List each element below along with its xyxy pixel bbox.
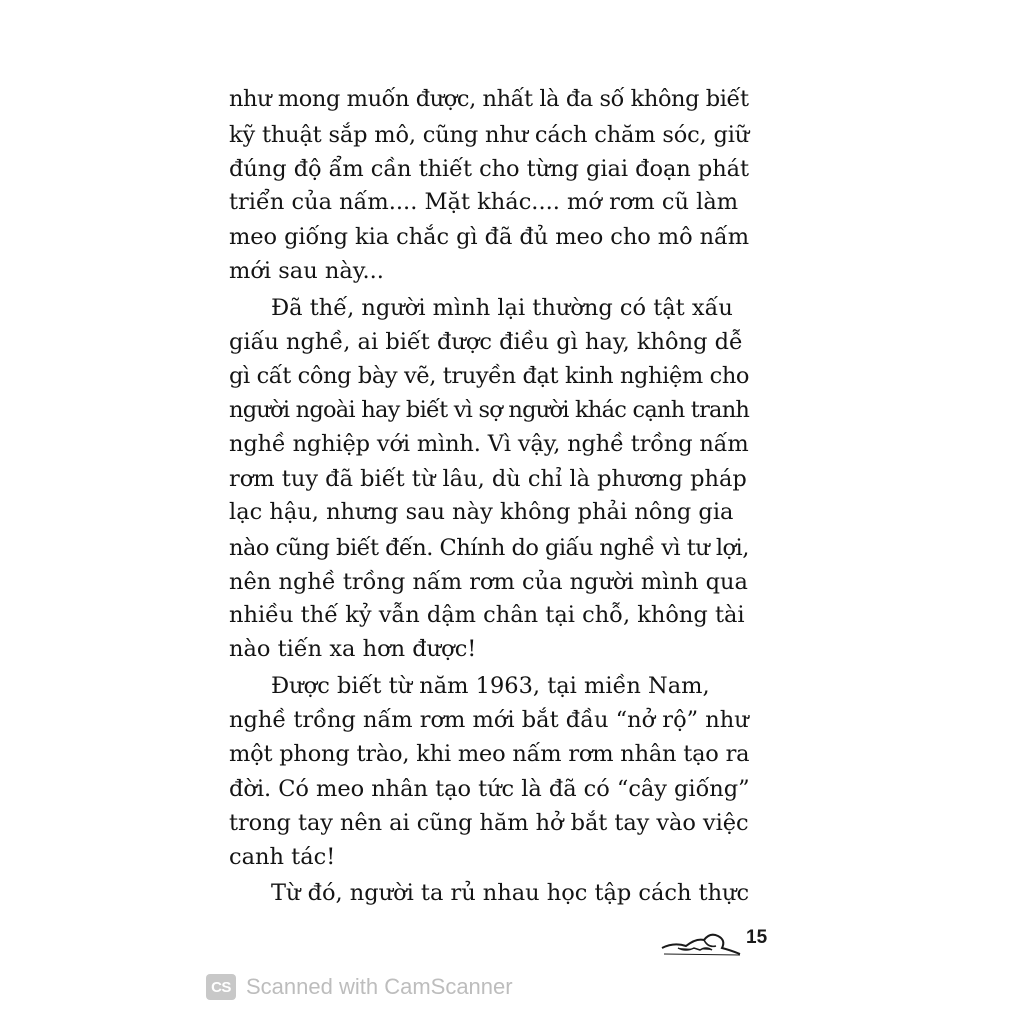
text-line: Đã thế, người mình lại thường có tật xấu	[271, 295, 733, 321]
text-line: nào cũng biết đến. Chính do giấu nghề vì tư lợi,	[229, 535, 749, 561]
text-line: đúng độ ẩm cần thiết cho từng giai đoạn phát	[229, 156, 750, 182]
text-line: đời. Có meo nhân tạo tức là đã có “cây giống”	[229, 776, 750, 802]
text-line: một phong trào, khi meo nấm rơm nhân tạo ra	[229, 741, 750, 767]
mushroom-ornament-icon	[660, 928, 742, 958]
text-line: nghề trồng nấm rơm mới bắt đầu “nở rộ” như	[229, 707, 749, 733]
text-line: canh tác!	[229, 844, 336, 870]
text-line: rơm tuy đã biết từ lâu, dù chỉ là phương pháp	[229, 466, 747, 492]
text-line: trong tay nên ai cũng hăm hở bắt tay vào việc	[229, 810, 749, 836]
text-line: nên nghề trồng nấm rơm của người mình qua	[229, 569, 748, 595]
text-line: như mong muốn được, nhất là đa số không biết	[229, 86, 749, 112]
text-line: mới sau này...	[229, 258, 384, 284]
page-number: 15	[746, 927, 768, 948]
text-line: người ngoài hay biết vì sợ người khác cạnh tranh	[229, 397, 750, 423]
text-line: Được biết từ năm 1963, tại miền Nam,	[271, 673, 710, 699]
text-line: nhiều thế kỷ vẫn dậm chân tại chỗ, không tài	[229, 602, 745, 628]
text-line: nào tiến xa hơn được!	[229, 636, 477, 662]
text-line: kỹ thuật sắp mô, cũng như cách chăm sóc, giữ	[229, 122, 750, 148]
camscanner-logo-icon: CS	[206, 974, 236, 1000]
text-line: giấu nghề, ai biết được điều gì hay, không dễ	[229, 329, 743, 355]
text-line: gì cất công bày vẽ, truyền đạt kinh nghiệm cho	[229, 363, 750, 389]
text-line: lạc hậu, nhưng sau này không phải nông gia	[229, 499, 734, 525]
watermark-text: Scanned with CamScanner	[246, 974, 513, 999]
camscanner-watermark	[206, 970, 513, 1004]
text-line: nghề nghiệp với mình. Vì vậy, nghề trồng nấm	[229, 431, 749, 457]
text-line: meo giống kia chắc gì đã đủ meo cho mô nấm	[229, 224, 750, 250]
text-line: Từ đó, người ta rủ nhau học tập cách thực	[271, 880, 750, 906]
text-line: triển của nấm.... Mặt khác.... mớ rơm cũ làm	[229, 189, 739, 215]
